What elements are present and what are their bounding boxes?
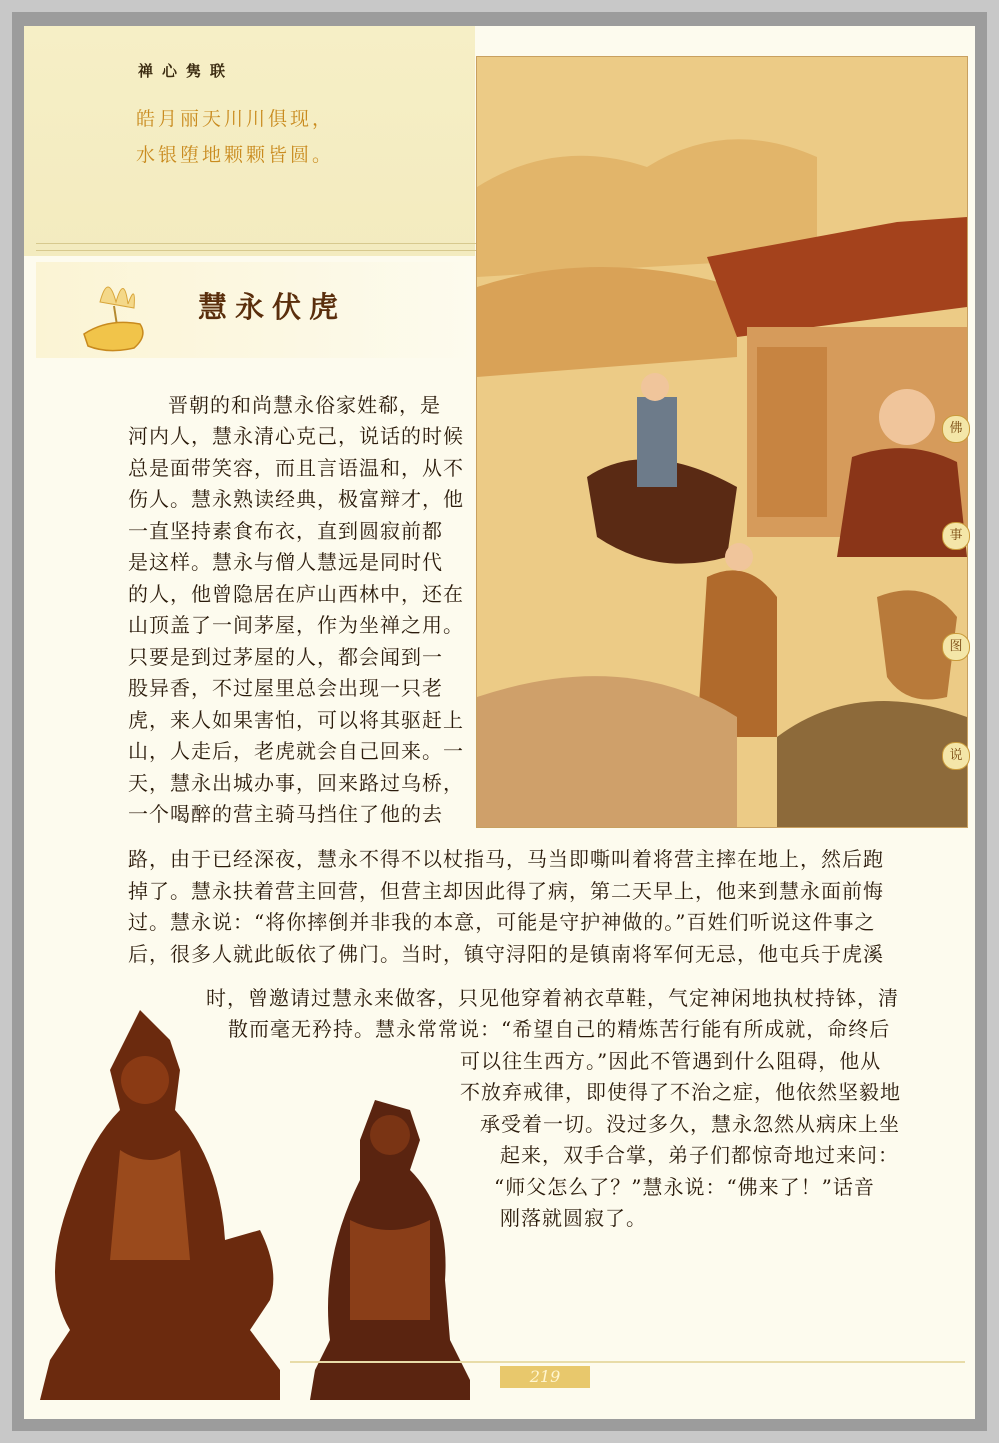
bronze-statues-image xyxy=(30,1000,490,1420)
body-line: 总是面带笑容，而且言语温和，从不 xyxy=(128,456,464,480)
body-line: 过。慧永说：“将你摔倒并非我的本意，可能是守护神做的。”百姓们听说这件事之 xyxy=(128,910,876,934)
body-line: 晋朝的和尚慧永俗家姓郗，是 xyxy=(168,393,441,417)
body-line: 天，慧永出城办事，回来路过乌桥， xyxy=(128,771,464,795)
body-line: 不放弃戒律，即使得了不治之症，他依然坚毅地 xyxy=(460,1080,901,1104)
section-label: 禅心隽联 xyxy=(138,62,235,80)
article-title: 慧永伏虎 xyxy=(198,290,347,324)
body-line: 的人，他曾隐居在庐山西林中，还在 xyxy=(128,582,464,606)
body-line: 后，很多人就此皈依了佛门。当时，镇守浔阳的是镇南将军何无忌，他屯兵于虎溪 xyxy=(128,942,884,966)
poem-line-1: 皓月丽天川川俱现， xyxy=(136,108,335,130)
body-line: 伤人。慧永熟读经典，极富辩才，他 xyxy=(128,487,464,511)
body-line: 只要是到过茅屋的人，都会闻到一 xyxy=(128,645,443,669)
side-label-3: 图 xyxy=(942,633,970,661)
side-label-2: 事 xyxy=(942,522,970,550)
body-line: 时，曾邀请过慧永来做客，只见他穿着衲衣草鞋，气定神闲地执杖持钵，清 xyxy=(206,986,899,1010)
body-line: 承受着一切。没过多久，慧永忽然从病床上坐 xyxy=(480,1112,900,1136)
body-line: 河内人，慧永清心克己，说话的时候 xyxy=(128,424,464,448)
body-line: 一直坚持素食布衣，直到圆寂前都 xyxy=(128,519,443,543)
body-line: 山顶盖了一间茅屋，作为坐禅之用。 xyxy=(128,613,464,637)
body-line: 掉了。慧永扶着营主回营，但营主却因此得了病，第二天早上，他来到慧永面前悔 xyxy=(128,879,884,903)
body-line: 刚落就圆寂了。 xyxy=(500,1206,647,1230)
side-label-4: 说 xyxy=(942,742,970,770)
body-line: 股异香，不过屋里总会出现一只老 xyxy=(128,676,443,700)
painting-huiyong-tiger xyxy=(476,56,968,828)
body-line: 可以往生西方。”因此不管遇到什么阻碍，他从 xyxy=(460,1049,882,1073)
footer-rule xyxy=(290,1361,965,1363)
poem-line-2: 水银堕地颗颗皆圆。 xyxy=(136,144,335,166)
header-divider-2 xyxy=(36,250,476,251)
side-label-1: 佛 xyxy=(942,415,970,443)
body-line: 散而毫无矜持。慧永常常说：“希望自己的精炼苦行能有所成就，命终后 xyxy=(228,1017,891,1041)
lotus-hand-icon xyxy=(78,262,168,362)
body-line: “师父怎么了？”慧永说：“佛来了！”话音 xyxy=(494,1175,875,1199)
body-line: 路，由于已经深夜，慧永不得不以杖指马，马当即嘶叫着将营主摔在地上，然后跑 xyxy=(128,847,884,871)
body-line: 山，人走后，老虎就会自己回来。一 xyxy=(128,739,464,763)
body-line: 一个喝醉的营主骑马挡住了他的去 xyxy=(128,802,443,826)
page-number: 219 xyxy=(529,1367,561,1386)
body-line: 起来，双手合掌，弟子们都惊奇地过来问： xyxy=(500,1143,899,1167)
header-divider xyxy=(36,243,476,244)
body-line: 虎，来人如果害怕，可以将其驱赶上 xyxy=(128,708,464,732)
body-line: 是这样。慧永与僧人慧远是同时代 xyxy=(128,550,443,574)
